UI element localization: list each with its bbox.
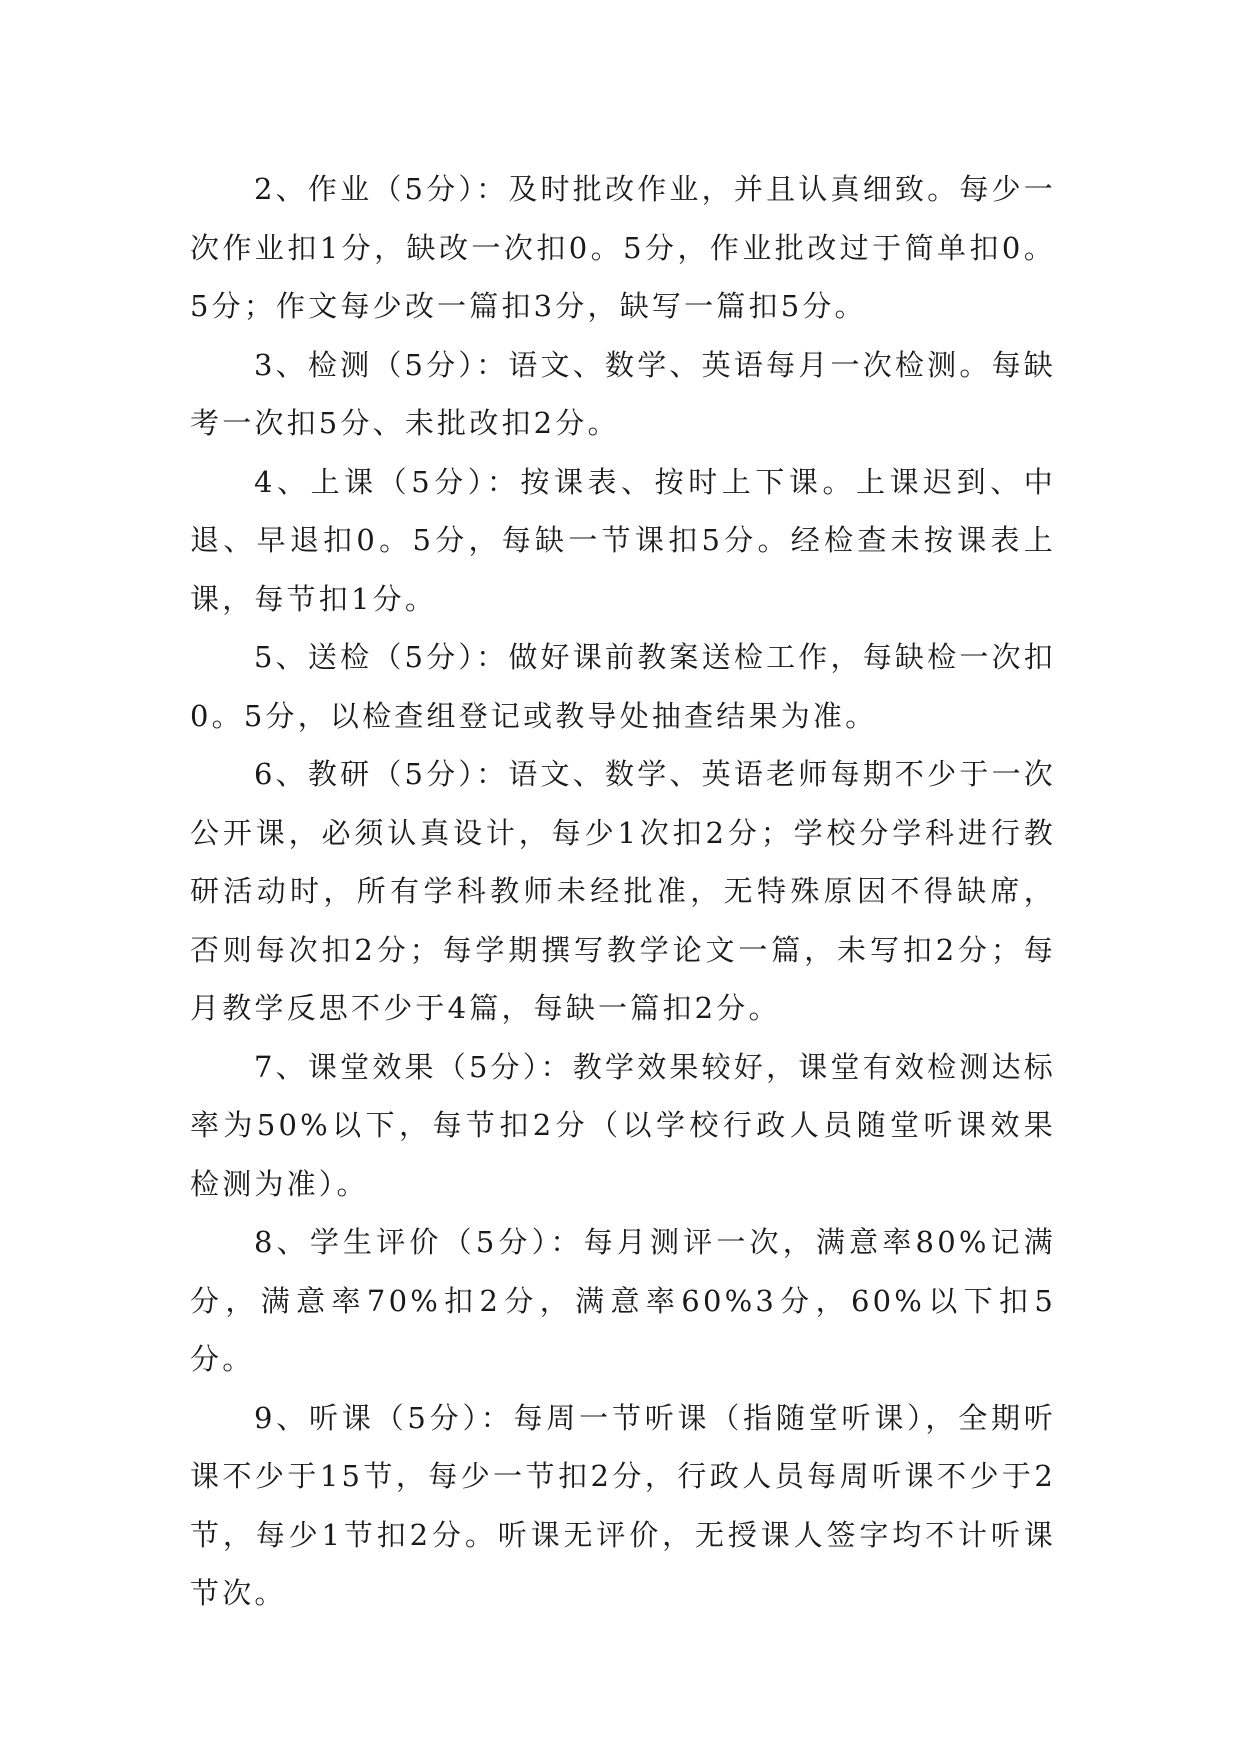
paragraph-student-evaluation: 8、学生评价（5分）：每月测评一次，满意率80%记满分，满意率70%扣2分，满意率60%3分，60%以下扣5分。 <box>190 1225 1056 1376</box>
paragraph-homework: 2、作业（5分）：及时批改作业，并且认真细致。每少一次作业扣1分，缺改一次扣0。5分，作业批改过于简单扣0。5分；作文每少改一篇扣3分，缺写一篇扣5分。 <box>190 172 1056 323</box>
paragraph-classes: 4、上课（5分）：按课表、按时上下课。上课迟到、中退、早退扣0。5分，每缺一节课扣5分。经检查未按课表上课，每节扣1分。 <box>190 464 1056 616</box>
paragraph-lesson-observation: 9、听课（5分）：每周一节听课（指随堂听课），全期听课不少于15节，每少一节扣2分，行政人员每周听课不少于2节，每少1节扣2分。听课无评价，无授课人签字均不计听课节次。 <box>190 1400 1056 1610</box>
document-body <box>190 160 1056 1623</box>
paragraph-inspection: 5、送检（5分）：做好课前教案送检工作，每缺检一次扣0。5分，以检查组登记或教导处抽查结果为准。 <box>190 640 1056 733</box>
paragraph-classroom-effect: 7、课堂效果（5分）：教学效果较好，课堂有效检测达标率为50%以下，每节扣2分（以学校行政人员随堂听课效果检测为准）。 <box>190 1049 1056 1201</box>
paragraph-teaching-research: 6、教研（5分）：语文、数学、英语老师每期不少于一次公开课，必须认真设计，每少1次扣2分；学校分学科进行教研活动时，所有学科教师未经批准，无特殊原因不得缺席，否则每次扣2分；每学期撰写教学论文一篇，未写扣2分；每月教学反思不少于4篇，每缺一篇扣2分。 <box>190 757 1056 1025</box>
paragraph-testing: 3、检测（5分）：语文、数学、英语每月一次检测。每缺考一次扣5分、未批改扣2分。 <box>190 347 1056 440</box>
